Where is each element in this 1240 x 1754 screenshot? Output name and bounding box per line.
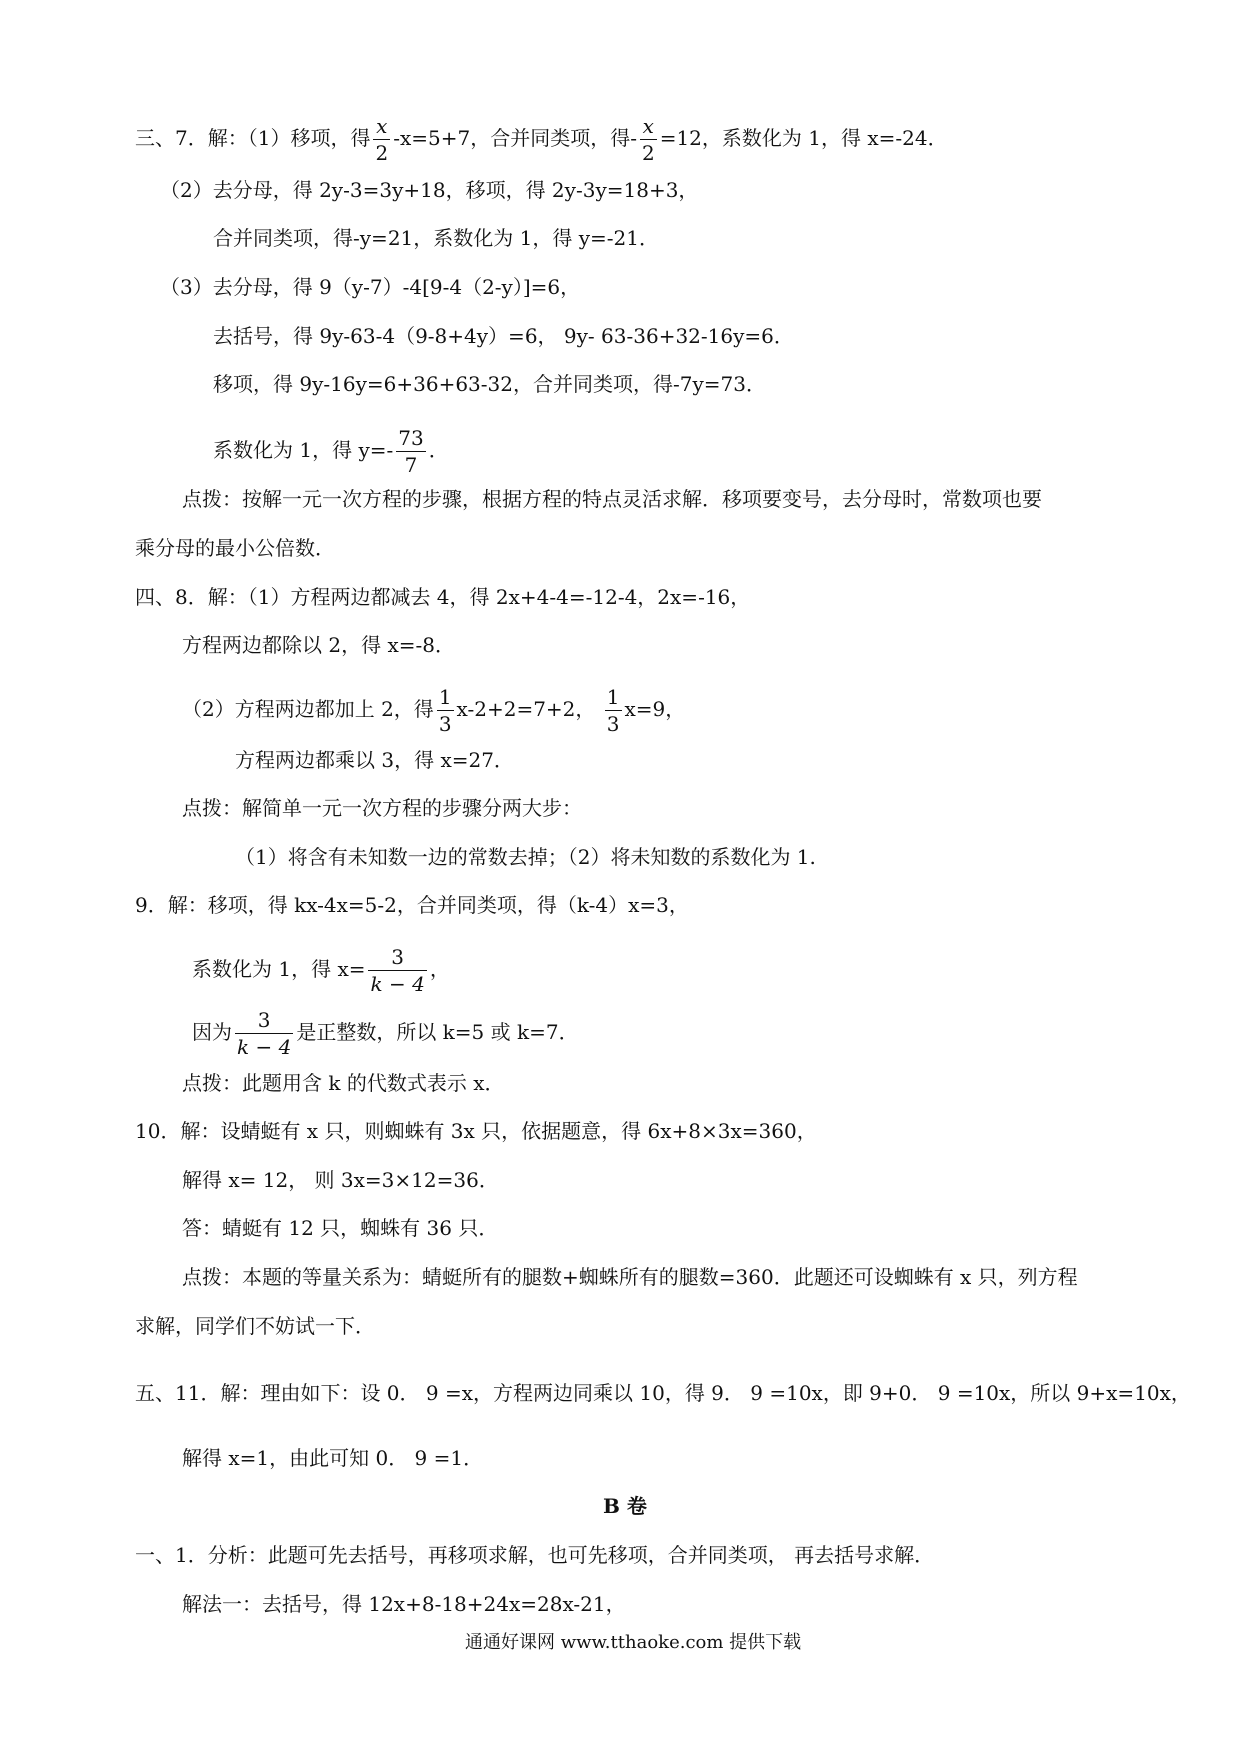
q7-line-5: 去括号，得 9y-63-4（9-8+4y）=6， 9y- 63-36+32-16y=6． bbox=[213, 324, 794, 348]
fraction-3-over-k-minus-4: $\frac{3}{k - 4}$ bbox=[370, 945, 425, 996]
q10-tip-line-1: 点拨：本题的等量关系为：蜻蜓所有的腿数+蜘蛛所有的腿数=360．此题还可设蜘蛛有 x 只，列方程 bbox=[182, 1265, 1078, 1289]
section-b-q1-line-1: 一、1．分析：此题可先去括号，再移项求解，也可先移项，合并同类项， 再去括号求解． bbox=[135, 1543, 935, 1567]
q9-line-1: 9．解：移项，得 kx-4x=5-2，合并同类项，得（k-4）x=3， bbox=[135, 893, 689, 917]
q9-tip: 点拨：此题用含 k 的代数式表示 x． bbox=[182, 1071, 505, 1095]
q7-line-3: 合并同类项，得-y=21，系数化为 1，得 y=-21． bbox=[213, 226, 659, 250]
fraction-x-over-2: $\frac{x}{2}$ bbox=[641, 114, 655, 165]
fraction-x-over-2: $\frac{x}{2}$ bbox=[375, 114, 389, 165]
page-footer: 通通好课网 www.tthaoke.com 提供下载 bbox=[465, 1632, 802, 1653]
q8-line-2: 方程两边都除以 2，得 x=-8． bbox=[182, 633, 455, 657]
q7-line-6: 移项，得 9y-16y=6+36+63-32，合并同类项，得-7y=73． bbox=[213, 372, 766, 396]
q8-line-3: （2）方程两边都加上 2，得 $\frac{1}{3}$ x-2+2=7+2， $\frac{1}{3}$ x=9， bbox=[182, 685, 686, 736]
q11-line-2: 解得 x=1，由此可知 0． 9 =1． bbox=[182, 1446, 484, 1470]
q7-line-4: （3）去分母，得 9（y-7）-4[9-4（2-y）]=6， bbox=[160, 275, 581, 299]
fraction-1-over-3: $\frac{1}{3}$ bbox=[606, 685, 620, 736]
q8-tip-line-1: 点拨：解简单一元一次方程的步骤分两大步： bbox=[182, 796, 582, 820]
q10-line-3: 答：蜻蜓有 12 只，蜘蛛有 36 只． bbox=[182, 1216, 499, 1240]
q8-line-4: 方程两边都乘以 3，得 x=27． bbox=[235, 748, 514, 772]
q9-line-3: 因为 $\frac{3}{k - 4}$ 是正整数，所以 k=5 或 k=7． bbox=[192, 1008, 579, 1059]
q10-tip-line-2: 求解，同学们不妨试一下． bbox=[135, 1314, 375, 1338]
fraction-73-over-7: $\frac{73}{7}$ bbox=[398, 426, 424, 477]
section-b-heading: B 卷 bbox=[603, 1494, 647, 1518]
q8-line-1: 四、8．解：（1）方程两边都减去 4，得 2x+4-4=-12-4，2x=-16， bbox=[135, 585, 751, 609]
q10-line-2: 解得 x= 12， 则 3x=3×12=36． bbox=[182, 1168, 499, 1192]
section-b-q1-line-2: 解法一：去括号，得 12x+8-18+24x=28x-21， bbox=[182, 1592, 626, 1616]
q7-tip-line-2: 乘分母的最小公倍数． bbox=[135, 536, 335, 560]
q9-line-2: 系数化为 1，得 x= $\frac{3}{k - 4}$ ， bbox=[192, 945, 450, 996]
q7-tip-line-1: 点拨：按解一元一次方程的步骤，根据方程的特点灵活求解．移项要变号，去分母时，常数项也要 bbox=[182, 487, 1042, 511]
q7-line-7: 系数化为 1，得 y=- $\frac{73}{7}$ ． bbox=[213, 426, 449, 477]
fraction-3-over-k-minus-4: $\frac{3}{k - 4}$ bbox=[237, 1008, 292, 1059]
q11-line-1: 五、11．解：理由如下：设 0． 9 =x，方程两边同乘以 10，得 9． 9 =10x，即 9+0． 9 =10x，所以 9+x=10x， bbox=[135, 1381, 1191, 1405]
q10-line-1: 10．解：设蜻蜓有 x 只，则蜘蛛有 3x 只，依据题意，得 6x+8×3x=360， bbox=[135, 1119, 817, 1143]
q7-line-1: 三、7．解：（1）移项，得 $\frac{x}{2}$ -x=5+7，合并同类项，得- $\frac{x}{2}$ =12，系数化为 1，得 x=-24． bbox=[135, 114, 948, 165]
fraction-1-over-3: $\frac{1}{3}$ bbox=[438, 685, 452, 736]
q8-tip-line-2: （1）将含有未知数一边的常数去掉；（2）将未知数的系数化为 1. bbox=[235, 845, 816, 869]
q7-line-2: （2）去分母，得 2y-3=3y+18，移项，得 2y-3y=18+3， bbox=[160, 178, 699, 202]
